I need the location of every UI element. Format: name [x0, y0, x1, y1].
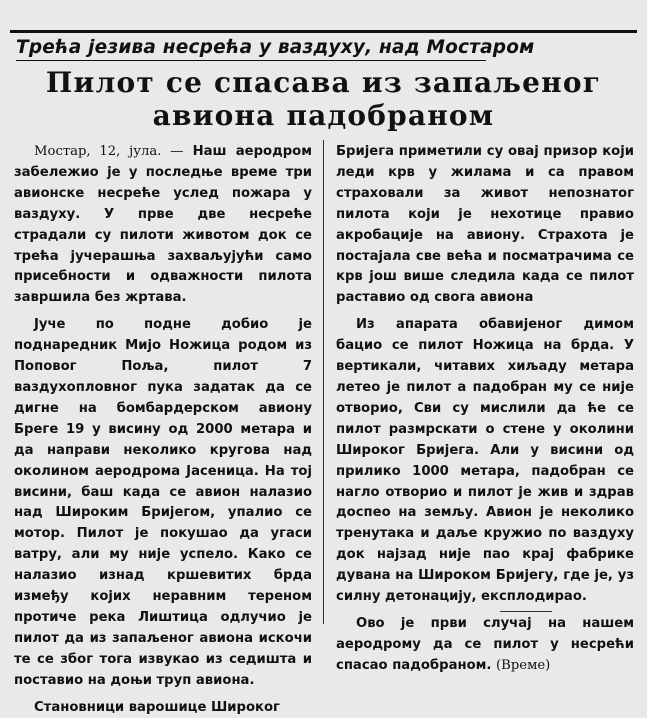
- headline-line-2: авиона падобраном: [152, 99, 495, 132]
- paragraph: [336, 614, 634, 677]
- paragraph: [14, 142, 312, 309]
- article-column-right: [336, 142, 634, 677]
- article-column-left: [14, 142, 312, 718]
- source-credit: (Време): [496, 657, 551, 673]
- kicker-underline: [16, 60, 486, 61]
- kicker-heading: Трећа језива несрећа у ваздуху, над Мостаром: [16, 37, 535, 58]
- paragraph: Из апарата обавијеног димом бацио се пилот Ножица на брда. У вертикали, читавих хиљаду метара летео је пилот а падобран му се није отворио, Сви су мислили да ће се пилот размрскати о стене у околини Широког Бријега. Али у висини од прилико 1000 метара, падобран се нагло отворио и пилот је жив и здрав доспео на земљу. Авион је неколико тренутака и даље кружио по ваздуху док најзад није пао крај фабрике дувана на Широком Бријегу, где је, уз силну детонацију, експлодирао.: [336, 317, 634, 605]
- dateline: Мостар, 12, јула. —: [34, 144, 184, 159]
- top-rule: [10, 30, 637, 33]
- paragraph-text: Наш аеродром забележио је у последње време три авионске несреће услед пожара у ваздуху. У прве две несреће страдали су пилоти животом док се трећа јучерашња захваљујући само присебности и одважности пилота завршила без жртава.: [14, 144, 313, 306]
- column-divider: [323, 140, 324, 624]
- paragraph: Јуче по подне добио је поднаредник Мијо Ножица родом из Поповог Поља, пилот 7 ваздухопловног пука задатак да се дигне на бомбардерском авиону Бреге 19 у висину од 2000 метара и да направи неколико кругова над околином аеродрома Јасеница. На тој висини, баш када се авион налазио над Широким Бријегом, упалио се мотор. Пилот је покушао да угаси ватру, али му није успело. Како се налазио изнад кршевитих брда између којих неравним тереном протиче река Лиштица одлучио је пилот да из запаљеног авиона искочи те се због тога извукао из седишта и поставио на доњи труп авиона.: [14, 317, 312, 688]
- end-rule: [500, 611, 552, 612]
- paragraph: Становници варошице Широког: [34, 699, 280, 715]
- paragraph-text: Ово је први случај на нашем аеродрому да се пилот у несрећи спасао падобраном.: [336, 615, 634, 673]
- headline-line-1: Пилот се спасава из запаљеног: [45, 66, 602, 99]
- paragraph: Бријега приметили су овај призор који леди крв у жилама и са правом страховали за живот непознатог пилота који је нехотице правио акробације на авиону. Страхота је постајала све већа и посматрачима се крв још више следила када се пилот раставио од свога авиона: [336, 144, 634, 306]
